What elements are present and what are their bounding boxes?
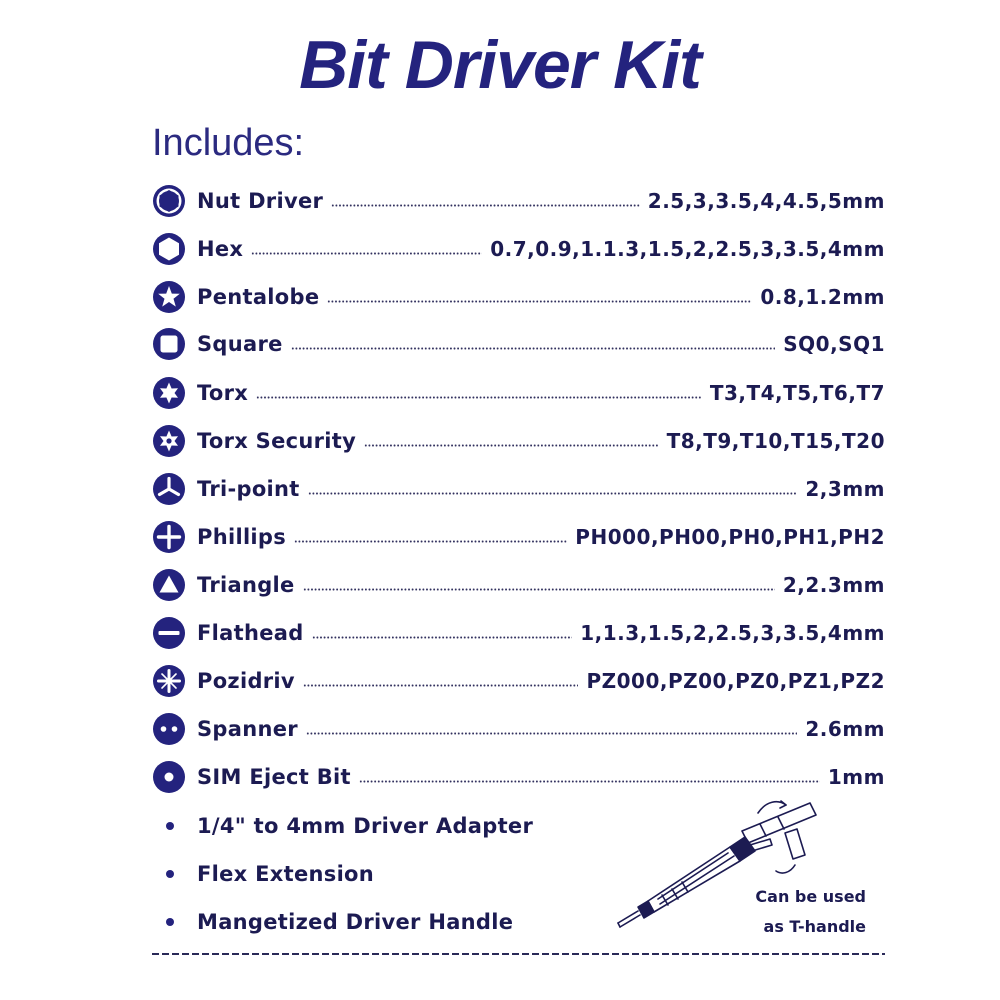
extra-item-label: Mangetized Driver Handle bbox=[197, 910, 514, 934]
item-value: 0.7,0.9,1.1.3,1.5,2,2.5,3,3.5,4mm bbox=[490, 237, 885, 261]
extra-item bbox=[152, 907, 513, 937]
item-value: 1mm bbox=[827, 765, 885, 789]
phillips-icon bbox=[152, 520, 186, 554]
item-name: Spanner bbox=[197, 717, 298, 741]
extra-item-label: Flex Extension bbox=[197, 862, 375, 886]
flathead-icon bbox=[152, 616, 186, 650]
square-icon bbox=[152, 327, 186, 361]
list-item bbox=[152, 757, 885, 797]
bullet-icon bbox=[166, 822, 174, 830]
page-title: Bit Driver Kit bbox=[299, 27, 701, 103]
list-item bbox=[152, 661, 885, 701]
dot-leader bbox=[308, 482, 798, 496]
dot-leader bbox=[312, 626, 573, 640]
t-handle-note-line: Can be used bbox=[755, 887, 866, 906]
bullet-icon bbox=[166, 918, 174, 926]
list-item bbox=[152, 517, 885, 557]
item-name: Torx bbox=[197, 381, 249, 405]
pentalobe-icon bbox=[152, 280, 186, 314]
bullet-icon bbox=[166, 870, 174, 878]
item-value: T3,T4,T5,T6,T7 bbox=[709, 381, 885, 405]
dot-leader bbox=[306, 722, 797, 736]
item-value: PZ000,PZ00,PZ0,PZ1,PZ2 bbox=[586, 669, 885, 693]
item-name: Torx Security bbox=[197, 429, 357, 453]
tri-point-icon bbox=[152, 472, 186, 506]
item-name: Phillips bbox=[197, 525, 287, 549]
t-handle-note-line: as T-handle bbox=[763, 917, 866, 936]
dot-leader bbox=[303, 674, 579, 688]
list-item bbox=[152, 565, 885, 605]
dot-leader bbox=[303, 578, 775, 592]
item-value: 2.6mm bbox=[805, 717, 885, 741]
nut-driver-icon bbox=[152, 184, 186, 218]
dot-leader bbox=[251, 242, 482, 256]
item-value: 2,3mm bbox=[805, 477, 885, 501]
item-name: Nut Driver bbox=[197, 189, 324, 213]
pozidriv-icon bbox=[152, 664, 186, 698]
item-value: T8,T9,T10,T15,T20 bbox=[666, 429, 885, 453]
dot-leader bbox=[256, 386, 702, 400]
item-name: Square bbox=[197, 332, 283, 356]
triangle-icon bbox=[152, 568, 186, 602]
spanner-icon bbox=[152, 712, 186, 746]
item-value: PH000,PH00,PH0,PH1,PH2 bbox=[575, 525, 885, 549]
list-item bbox=[152, 421, 885, 461]
item-value: 1,1.3,1.5,2,2.5,3,3.5,4mm bbox=[580, 621, 885, 645]
sim-eject-icon bbox=[152, 760, 186, 794]
dot-leader bbox=[364, 434, 658, 448]
dot-leader bbox=[291, 337, 776, 351]
item-name: Pentalobe bbox=[197, 285, 320, 309]
item-value: SQ0,SQ1 bbox=[783, 332, 885, 356]
item-name: Flathead bbox=[197, 621, 304, 645]
torx-security-icon bbox=[152, 424, 186, 458]
list-item bbox=[152, 709, 885, 749]
dot-leader bbox=[327, 290, 752, 304]
list-item bbox=[152, 277, 885, 317]
list-item bbox=[152, 324, 885, 364]
item-name: Triangle bbox=[197, 573, 295, 597]
hex-icon bbox=[152, 232, 186, 266]
bottom-divider bbox=[152, 951, 885, 957]
list-item bbox=[152, 373, 885, 413]
item-value: 2,2.3mm bbox=[782, 573, 885, 597]
dot-leader bbox=[359, 770, 820, 784]
t-handle-note bbox=[744, 882, 866, 942]
list-item bbox=[152, 613, 885, 653]
includes-heading: Includes: bbox=[152, 122, 305, 164]
extra-item-label: 1/4" to 4mm Driver Adapter bbox=[197, 814, 534, 838]
dot-leader bbox=[294, 530, 567, 544]
extra-item bbox=[152, 859, 374, 889]
list-item bbox=[152, 469, 885, 509]
extra-item bbox=[152, 811, 533, 841]
item-value: 2.5,3,3.5,4,4.5,5mm bbox=[647, 189, 885, 213]
item-name: SIM Eject Bit bbox=[197, 765, 351, 789]
item-name: Hex bbox=[197, 237, 244, 261]
dot-leader bbox=[331, 194, 640, 208]
list-item bbox=[152, 229, 885, 269]
item-value: 0.8,1.2mm bbox=[760, 285, 885, 309]
torx-icon bbox=[152, 376, 186, 410]
list-item bbox=[152, 181, 885, 221]
item-name: Tri-point bbox=[197, 477, 300, 501]
item-name: Pozidriv bbox=[197, 669, 295, 693]
